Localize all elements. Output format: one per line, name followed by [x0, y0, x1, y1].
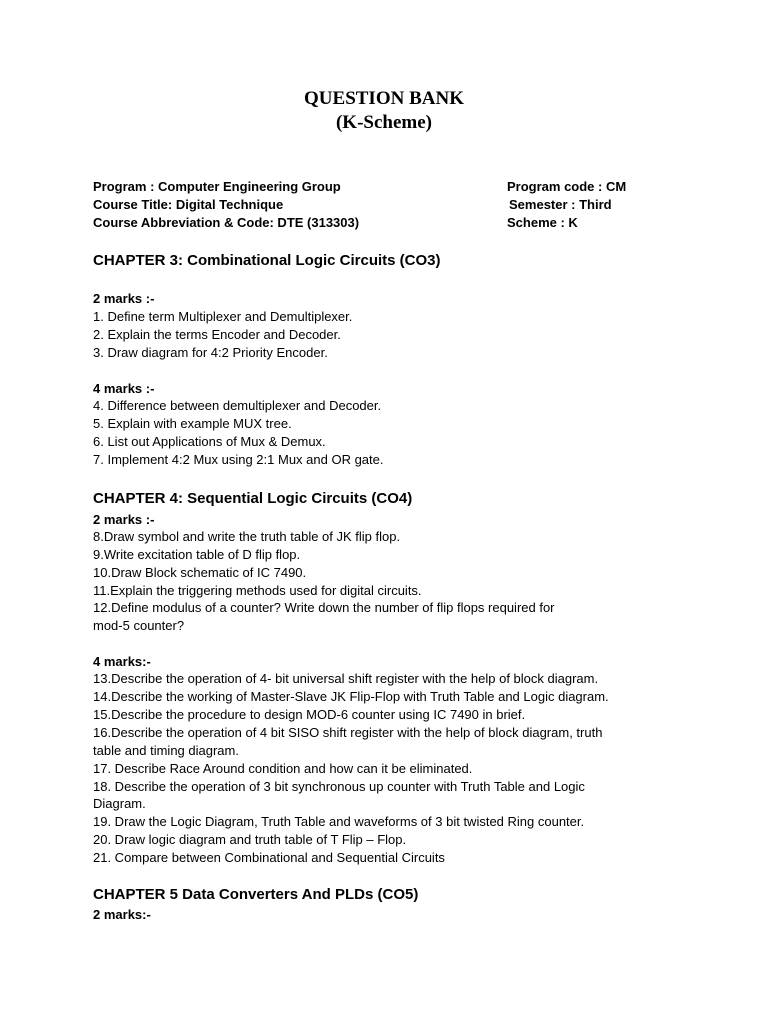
question-item: 1. Define term Multiplexer and Demultiplexer. — [93, 309, 353, 324]
question-item: 13.Describe the operation of 4- bit universal shift register with the help of block diagram. — [93, 671, 599, 686]
question-item: 9.Write excitation table of D flip flop. — [93, 547, 301, 562]
chapter-4-heading: CHAPTER 4: Sequential Logic Circuits (CO4) — [93, 490, 413, 507]
program-code-label: Program code : CM — [507, 179, 627, 194]
document-subtitle: (K-Scheme) — [335, 112, 433, 133]
question-item: 19. Draw the Logic Diagram, Truth Table and waveforms of 3 bit twisted Ring counter. — [93, 814, 585, 829]
question-item: 3. Draw diagram for 4:2 Priority Encoder. — [93, 345, 328, 360]
question-item: 2. Explain the terms Encoder and Decoder. — [93, 327, 341, 342]
chapter-5-heading: CHAPTER 5 Data Converters And PLDs (CO5) — [93, 886, 419, 903]
document-title: QUESTION BANK — [304, 88, 464, 109]
ch5-2marks-label: 2 marks:- — [93, 907, 151, 922]
course-title-label: Course Title: Digital Technique — [93, 197, 284, 212]
question-item: 5. Explain with example MUX tree. — [93, 416, 292, 431]
question-item: table and timing diagram. — [93, 743, 239, 758]
program-label: Program : Computer Engineering Group — [93, 179, 341, 194]
chapter-3-heading: CHAPTER 3: Combinational Logic Circuits (CO3) — [93, 252, 441, 269]
question-item: 16.Describe the operation of 4 bit SISO shift register with the help of block diagram, truth — [93, 725, 603, 740]
ch4-2marks-label: 2 marks :- — [93, 512, 155, 527]
question-item: mod-5 counter? — [93, 618, 185, 633]
question-item: 15.Describe the procedure to design MOD-6 counter using IC 7490 in brief. — [93, 707, 526, 722]
question-item: 21. Compare between Combinational and Sequential Circuits — [93, 850, 445, 865]
question-item: 14.Describe the working of Master-Slave JK Flip-Flop with Truth Table and Logic diagram. — [93, 689, 609, 704]
question-item: 12.Define modulus of a counter? Write down the number of flip flops required for — [93, 600, 555, 615]
question-item: 18. Describe the operation of 3 bit synchronous up counter with Truth Table and Logic — [93, 779, 585, 794]
question-item: 7. Implement 4:2 Mux using 2:1 Mux and OR gate. — [93, 452, 384, 467]
question-item: 6. List out Applications of Mux & Demux. — [93, 434, 326, 449]
question-item: 4. Difference between demultiplexer and Decoder. — [93, 398, 382, 413]
question-item: Diagram. — [93, 796, 146, 811]
question-item: 10.Draw Block schematic of IC 7490. — [93, 565, 307, 580]
question-item: 20. Draw logic diagram and truth table of T Flip – Flop. — [93, 832, 407, 847]
ch3-4marks-label: 4 marks :- — [93, 381, 155, 396]
scheme-label: Scheme : K — [507, 215, 578, 230]
ch3-2marks-label: 2 marks :- — [93, 291, 155, 306]
question-item: 8.Draw symbol and write the truth table of JK flip flop. — [93, 529, 401, 544]
question-item: 17. Describe Race Around condition and how can it be eliminated. — [93, 761, 473, 776]
course-code-label: Course Abbreviation & Code: DTE (313303) — [93, 215, 360, 230]
ch4-4marks-label: 4 marks:- — [93, 654, 151, 669]
question-item: 11.Explain the triggering methods used for digital circuits. — [93, 583, 422, 598]
semester-label: Semester : Third — [509, 197, 612, 212]
